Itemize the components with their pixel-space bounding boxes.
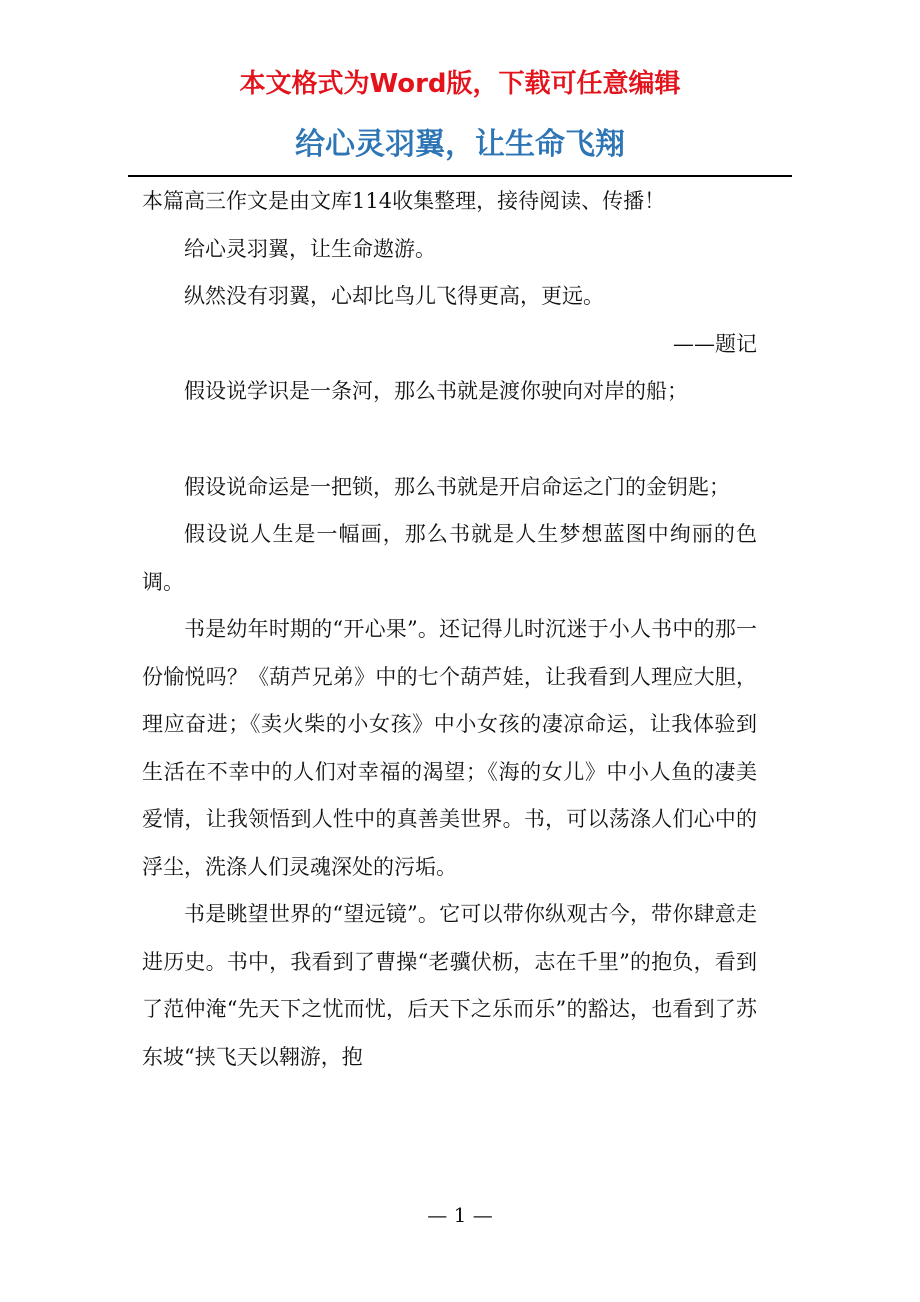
paragraph-1: 假设说学识是一条河，那么书就是渡你驶向对岸的船； (184, 379, 688, 403)
epigraph-signature: ——题记 (673, 331, 757, 356)
intro-line: 本篇高三作文是由文库114收集整理，接待阅读、传播！ (142, 189, 666, 213)
title-divider (128, 175, 792, 177)
paragraph-4: 书是幼年时期的“开心果”。还记得儿时沉迷于小人书中的那一份愉悦吗？《葫芦兄弟》中的七个葫芦娃，让我看到人理应大胆，理应奋进；《卖火柴的小女孩》中小女孩的凄凉命运，让我体验到生活在不幸中的人们对幸福的渴望；《海的女儿》中小人鱼的凄美爱情，让我领悟到人性中的真善美世界。书，可以荡涤人们心中的浮尘，洗涤人们灵魂深处的污垢。 (142, 617, 757, 879)
epigraph-line-2: 纵然没有羽翼，心却比鸟儿飞得更高，更远。 (184, 284, 604, 308)
paragraph-5: 书是眺望世界的“望远镜”。它可以带你纵观古今，带你肆意走进历史。书中，我看到了曹操“老骥伏枥，志在千里”的抱负，看到了范仲淹“先天下之忧而忧，后天下之乐而乐”的豁达，也看到了苏东坡“挟飞天以翱游，抱 (142, 902, 757, 1069)
paragraph-2: 假设说命运是一把锁，那么书就是开启命运之门的金钥匙； (184, 474, 730, 499)
format-notice-banner: 本文格式为Word版，下载可任意编辑 (239, 69, 681, 99)
document-title: 给心灵羽翼，让生命飞翔 (295, 127, 625, 162)
page-number: — 1 — (427, 1203, 493, 1227)
paragraph-3: 假设说人生是一幅画，那么书就是人生梦想蓝图中绚丽的色调。 (142, 522, 757, 594)
epigraph-line-1: 给心灵羽翼，让生命遨游。 (184, 236, 436, 261)
document-body (142, 178, 757, 1081)
paragraph-gap (142, 416, 757, 464)
